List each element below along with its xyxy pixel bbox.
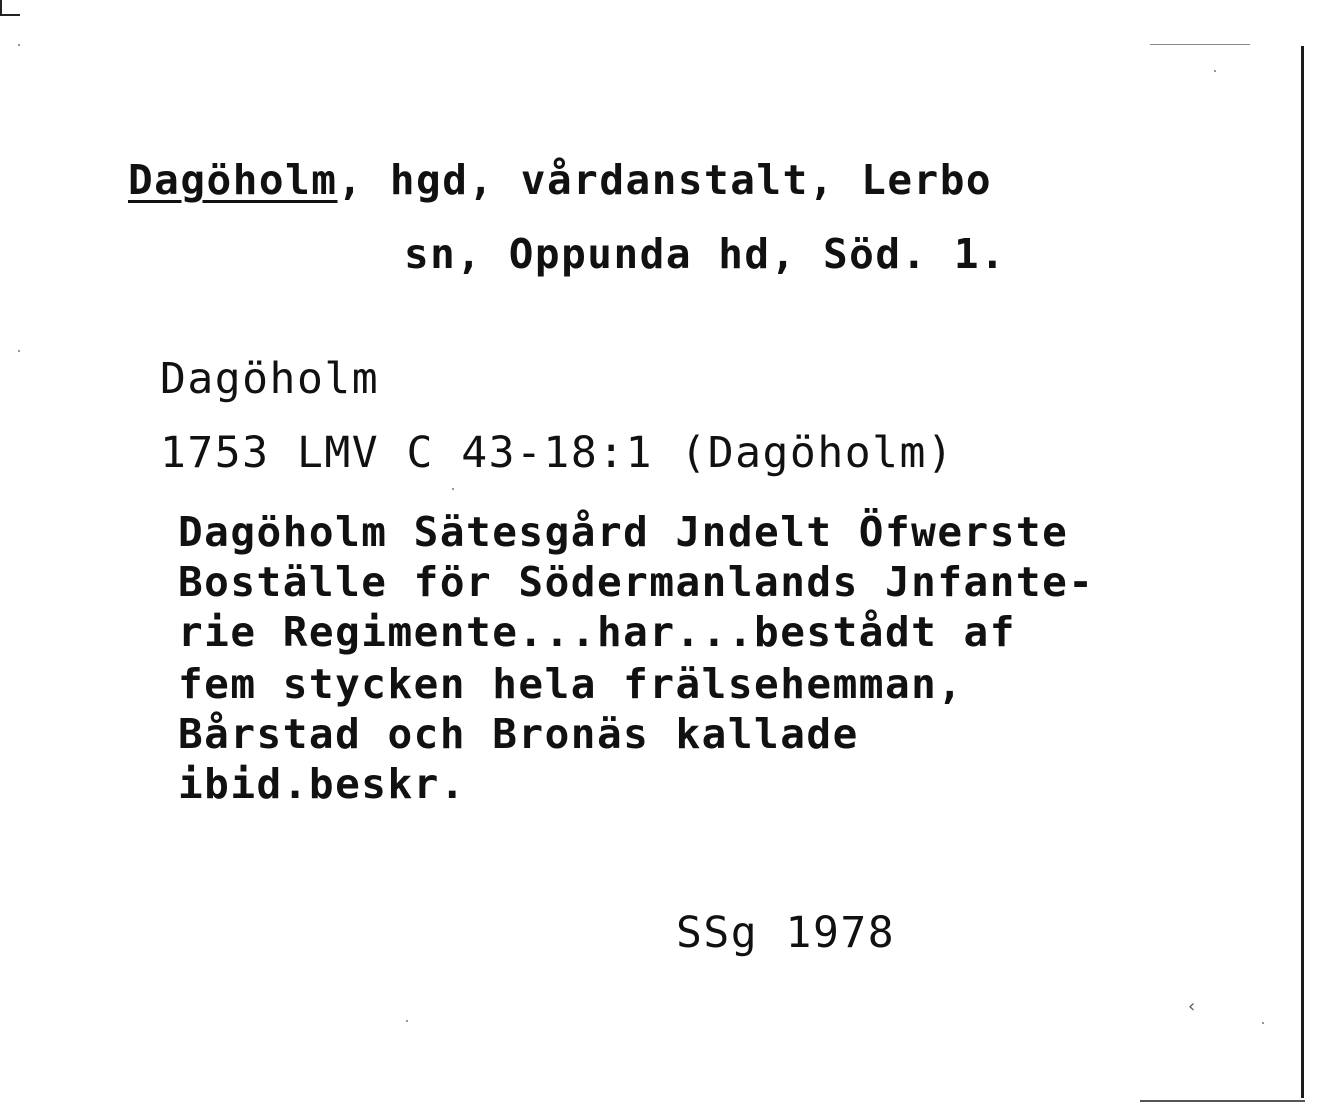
quote-line: fem stycken hela frälsehemman,	[178, 660, 964, 708]
signature: SSg 1978	[676, 908, 896, 958]
card-right-edge	[1301, 46, 1304, 1098]
scan-speck	[406, 1020, 408, 1022]
pencil-tick-mark: ‹	[1188, 996, 1196, 1017]
scan-top-rule	[1150, 44, 1250, 45]
quote-line: ibid.beskr.	[178, 760, 467, 808]
scan-speck	[1262, 1022, 1264, 1024]
scan-speck	[18, 350, 20, 352]
entry-name: Dagöholm	[128, 156, 338, 204]
entry-description: , hgd, vårdanstalt, Lerbo	[337, 156, 993, 204]
quote-line: Dagöholm Sätesgård Jndelt Öfwerste	[178, 508, 1069, 556]
scan-speck	[18, 44, 20, 46]
source-reference: 1753 LMV C 43-18:1 (Dagöholm)	[160, 428, 955, 478]
scan-speck	[452, 488, 454, 490]
scan-speck	[1214, 70, 1216, 72]
quote-line: rie Regimente...har...bestådt af	[178, 608, 1016, 656]
quote-line: Boställe för Södermanlands Jnfante-	[178, 558, 1095, 606]
entry-heading-line-1	[128, 156, 993, 204]
scan-bottom-rule	[1140, 1100, 1305, 1102]
scan-corner-mark	[0, 0, 20, 16]
quote-line: Bårstad och Bronäs kallade	[178, 710, 859, 758]
entry-heading-line-2: sn, Oppunda hd, Söd. 1.	[404, 230, 1007, 278]
place-name: Dagöholm	[160, 354, 380, 404]
